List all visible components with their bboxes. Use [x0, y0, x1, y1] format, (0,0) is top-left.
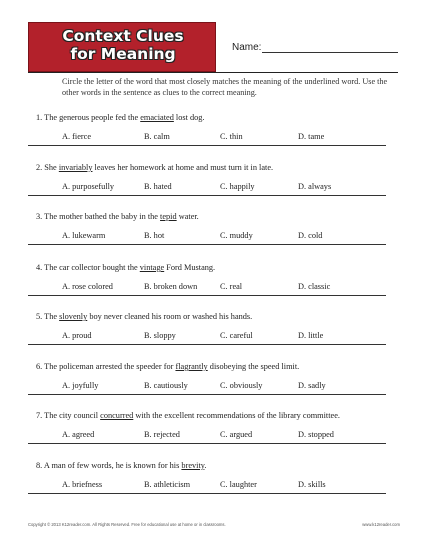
choice-c[interactable]: C. argued	[220, 430, 253, 439]
name-label: Name:	[232, 42, 262, 53]
question-text	[36, 411, 340, 420]
name-field-line[interactable]	[262, 52, 398, 53]
title-banner	[28, 22, 216, 72]
choice-b[interactable]: B. rejected	[144, 430, 180, 439]
choice-d[interactable]: D. stopped	[298, 430, 334, 439]
choice-c[interactable]: C. laughter	[220, 480, 257, 489]
question-text	[36, 461, 206, 470]
choice-c[interactable]: C. obviously	[220, 381, 263, 390]
choice-c[interactable]: C. happily	[220, 182, 255, 191]
choice-d[interactable]: D. always	[298, 182, 332, 191]
choice-a[interactable]: A. lukewarm	[62, 231, 106, 240]
question-prefix: 6. The policeman arrested the speeder for	[36, 362, 176, 371]
worksheet-title	[29, 27, 217, 63]
question-prefix: 2. She	[36, 163, 59, 172]
choice-a[interactable]: A. joyfully	[62, 381, 99, 390]
title-line-2: for Meaning	[70, 45, 176, 63]
choice-d[interactable]: D. skills	[298, 480, 326, 489]
choice-d[interactable]: D. tame	[298, 132, 325, 141]
question-text	[36, 212, 199, 221]
choice-c[interactable]: C. muddy	[220, 231, 253, 240]
underlined-word: flagrantly	[175, 362, 208, 371]
underlined-word: tepid	[160, 212, 177, 221]
question-text	[36, 263, 215, 272]
question-divider	[28, 244, 386, 245]
choice-a[interactable]: A. briefness	[62, 480, 103, 489]
underlined-word: brevity	[181, 461, 205, 470]
choice-b[interactable]: B. hot	[144, 231, 165, 240]
choice-b[interactable]: B. broken down	[144, 282, 198, 291]
question-suffix: disobeying the speed limit.	[207, 362, 300, 371]
choice-b[interactable]: B. cautiously	[144, 381, 188, 390]
choice-a[interactable]: A. rose colored	[62, 282, 113, 291]
underlined-word: vintage	[139, 263, 165, 272]
question-divider	[28, 443, 386, 444]
site-link[interactable]: www.k12reader.com	[362, 522, 400, 527]
choice-c[interactable]: C. careful	[220, 331, 253, 340]
question-suffix: lost dog.	[173, 113, 205, 122]
choice-a[interactable]: A. agreed	[62, 430, 95, 439]
question-divider	[28, 295, 386, 296]
instructions: Circle the letter of the word that most closely matches the meaning of the underlined word. Use the other words in the sentence as clues to the correct meaning.	[62, 77, 388, 97]
question-text	[36, 113, 205, 122]
underlined-word: invariably	[58, 163, 93, 172]
question-prefix: 5. The	[36, 312, 60, 321]
choice-b[interactable]: B. sloppy	[144, 331, 176, 340]
question-suffix: water.	[176, 212, 199, 221]
question-text	[36, 312, 252, 321]
question-text	[36, 362, 299, 371]
question-suffix: Ford Mustang.	[164, 263, 216, 272]
question-text	[36, 163, 273, 172]
choice-d[interactable]: D. classic	[298, 282, 331, 291]
choice-d[interactable]: D. sadly	[298, 381, 326, 390]
question-divider	[28, 493, 386, 494]
choice-d[interactable]: D. little	[298, 331, 324, 340]
question-divider	[28, 195, 386, 196]
choice-c[interactable]: C. real	[220, 282, 243, 291]
title-line-1: Context Clues	[62, 27, 184, 45]
choice-a[interactable]: A. purposefully	[62, 182, 115, 191]
question-prefix: 3. The mother bathed the baby in the	[36, 212, 161, 221]
question-divider	[28, 344, 386, 345]
question-suffix: leaves her homework at home and must turn it in late.	[92, 163, 274, 172]
choice-a[interactable]: A. proud	[62, 331, 92, 340]
question-suffix: boy never cleaned his room or washed his hands.	[87, 312, 253, 321]
choice-b[interactable]: B. athleticism	[144, 480, 191, 489]
header-divider	[28, 72, 398, 73]
question-divider	[28, 394, 386, 395]
underlined-word: concurred	[100, 411, 134, 420]
choice-d[interactable]: D. cold	[298, 231, 323, 240]
question-prefix: 1. The generous people fed the	[36, 113, 141, 122]
question-prefix: 7. The city council	[36, 411, 101, 420]
question-prefix: 8. A man of few words, he is known for his	[36, 461, 182, 470]
worksheet-header	[0, 0, 425, 72]
question-suffix: .	[204, 461, 207, 470]
question-prefix: 4. The car collector bought the	[36, 263, 140, 272]
choice-a[interactable]: A. fierce	[62, 132, 92, 141]
copyright-text: Copyright © 2013 K12reader.com. All Rights Reserved. Free for educational use at home or in classrooms.	[28, 522, 226, 527]
underlined-word: slovenly	[59, 312, 88, 321]
choice-b[interactable]: B. hated	[144, 182, 172, 191]
underlined-word: emaciated	[140, 113, 174, 122]
choice-b[interactable]: B. calm	[144, 132, 170, 141]
choice-c[interactable]: C. thin	[220, 132, 243, 141]
question-divider	[28, 145, 386, 146]
question-suffix: with the excellent recommendations of the library committee.	[133, 411, 340, 420]
